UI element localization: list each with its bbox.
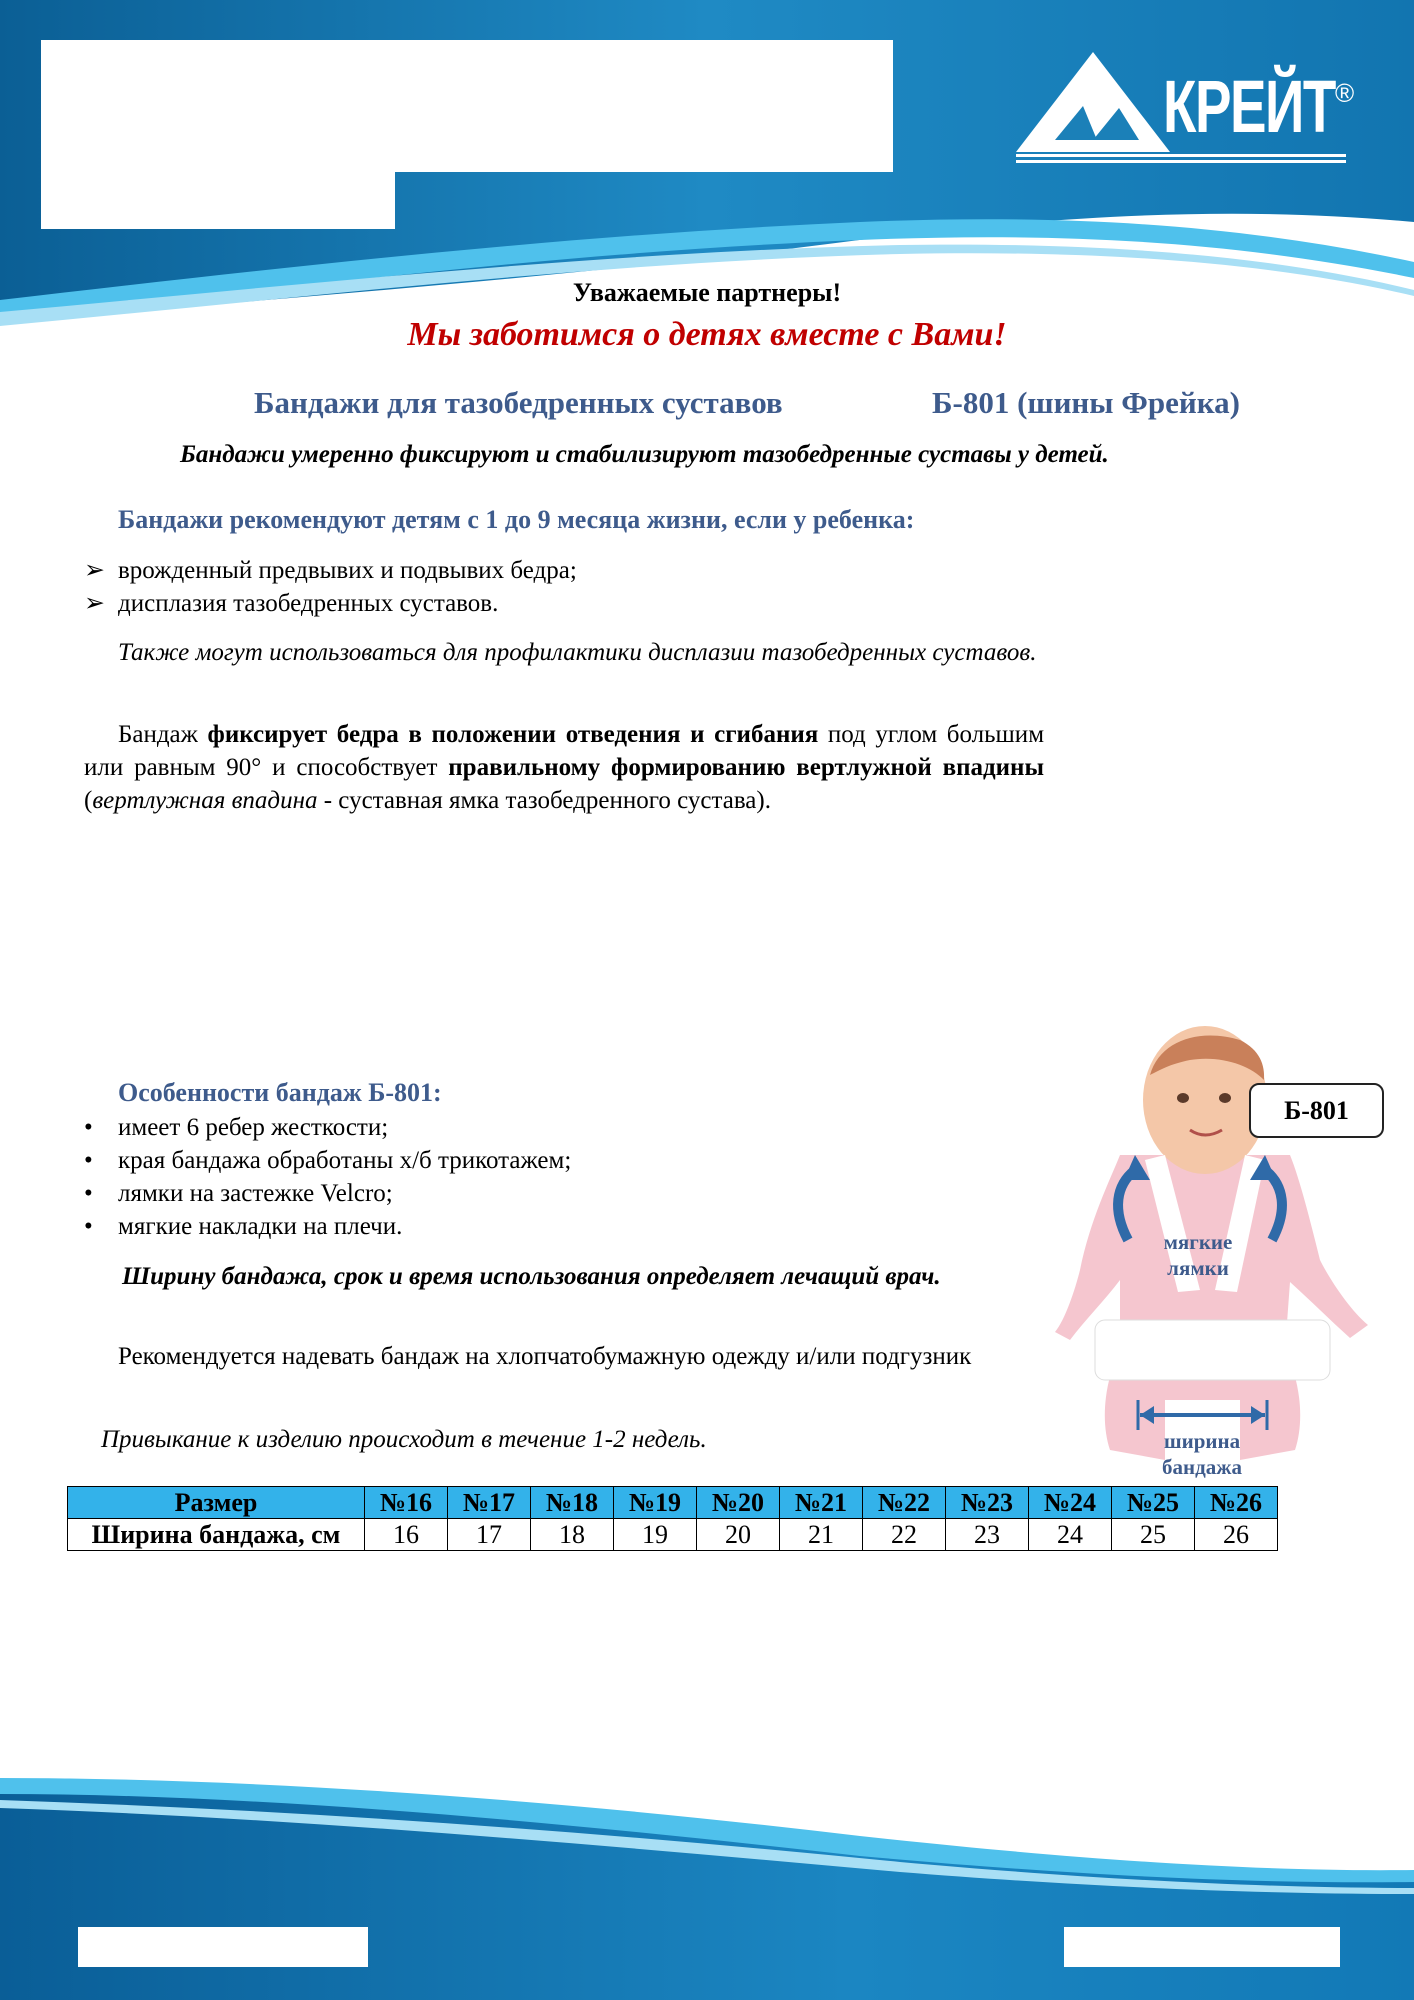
- width-cell: 16: [365, 1519, 448, 1551]
- size-cell: №25: [1112, 1487, 1195, 1519]
- list-item: • имеет 6 ребер жесткости;: [84, 1111, 984, 1144]
- product-title: Бандажи для тазобедренных суставов: [254, 385, 783, 420]
- size-cell: №24: [1029, 1487, 1112, 1519]
- dot-bullet-icon: •: [84, 1114, 93, 1141]
- arrow-bullet-icon: ➢: [84, 557, 105, 584]
- list-item: ➢ дисплазия тазобедренных суставов.: [84, 587, 1044, 620]
- product-badge: Б-801: [1249, 1083, 1384, 1138]
- size-cell: №18: [531, 1487, 614, 1519]
- size-header-label: Размер: [68, 1487, 365, 1519]
- list-item: • лямки на застежке Velcro;: [84, 1177, 984, 1210]
- list-item: ➢ врожденный предвывих и подвывих бедра;: [84, 554, 1044, 587]
- width-cell: 23: [946, 1519, 1029, 1551]
- subtitle: Бандажи умеренно фиксируют и стабилизируют тазобедренные суставы у детей.: [180, 441, 1109, 468]
- header-blank-box: [41, 40, 893, 172]
- size-cell: №21: [780, 1487, 863, 1519]
- wear-note: Рекомендуется надевать бандаж на хлопчатобумажную одежду и/или подгузник: [118, 1343, 972, 1370]
- size-cell: №20: [697, 1487, 780, 1519]
- width-cell: 21: [780, 1519, 863, 1551]
- recommend-list: [84, 554, 1044, 620]
- width-row-label: Ширина бандажа, см: [68, 1519, 365, 1551]
- width-cell: 24: [1029, 1519, 1112, 1551]
- size-cell: №17: [448, 1487, 531, 1519]
- features-heading: Особенности бандаж Б-801:: [118, 1078, 442, 1107]
- footer-blank-box-left: [78, 1927, 368, 1967]
- table-row: [68, 1519, 1278, 1551]
- size-table: [67, 1486, 1278, 1551]
- doctor-note: Ширину бандажа, срок и время использования определяет лечащий врач.: [122, 1263, 941, 1290]
- width-cell: 25: [1112, 1519, 1195, 1551]
- size-cell: №16: [365, 1487, 448, 1519]
- arrow-bullet-icon: ➢: [84, 590, 105, 617]
- brand-name: КРЕЙТ: [1163, 65, 1335, 148]
- product-code: Б-801 (шины Фрейка): [932, 385, 1240, 420]
- straps-label: мягкие лямки: [1163, 1230, 1233, 1280]
- width-label: ширина бандажа: [1162, 1429, 1242, 1479]
- dot-bullet-icon: •: [84, 1213, 93, 1240]
- width-cell: 26: [1195, 1519, 1278, 1551]
- width-cell: 17: [448, 1519, 531, 1551]
- slogan: Мы заботимся о детях вместе с Вами!: [407, 316, 1007, 353]
- dot-bullet-icon: •: [84, 1180, 93, 1207]
- header-blank-box-lower: [41, 172, 395, 229]
- list-item: • края бандажа обработаны х/б трикотажем;: [84, 1144, 984, 1177]
- brand-logo: [1015, 50, 1370, 165]
- dot-bullet-icon: •: [84, 1147, 93, 1174]
- features-list: [84, 1111, 984, 1243]
- size-cell: №26: [1195, 1487, 1278, 1519]
- greeting: Уважаемые партнеры!: [572, 278, 842, 307]
- size-cell: №22: [863, 1487, 946, 1519]
- width-cell: 20: [697, 1519, 780, 1551]
- list-item: • мягкие накладки на плечи.: [84, 1210, 984, 1243]
- width-cell: 22: [863, 1519, 946, 1551]
- description-paragraph: Бандаж фиксирует бедра в положении отведения и сгибания под углом большим или равным 90° и способствует правильному формированию вертлужной впадины (вертлужная впадина - суставная ямка тазобедренного сустава).: [84, 721, 1045, 814]
- prevention-note: Также могут использоваться для профилактики дисплазии тазобедренных суставов.: [118, 639, 1037, 666]
- registered-mark: ®: [1335, 78, 1355, 108]
- adaptation-note: Привыкание к изделию происходит в течение 1-2 недель.: [101, 1426, 707, 1453]
- size-cell: №23: [946, 1487, 1029, 1519]
- recommend-heading: Бандажи рекомендуют детям с 1 до 9 месяца жизни, если у ребенка:: [118, 505, 915, 534]
- width-cell: 19: [614, 1519, 697, 1551]
- width-cell: 18: [531, 1519, 614, 1551]
- footer-blank-box-right: [1064, 1927, 1340, 1967]
- size-cell: №19: [614, 1487, 697, 1519]
- table-header-row: [68, 1487, 1278, 1519]
